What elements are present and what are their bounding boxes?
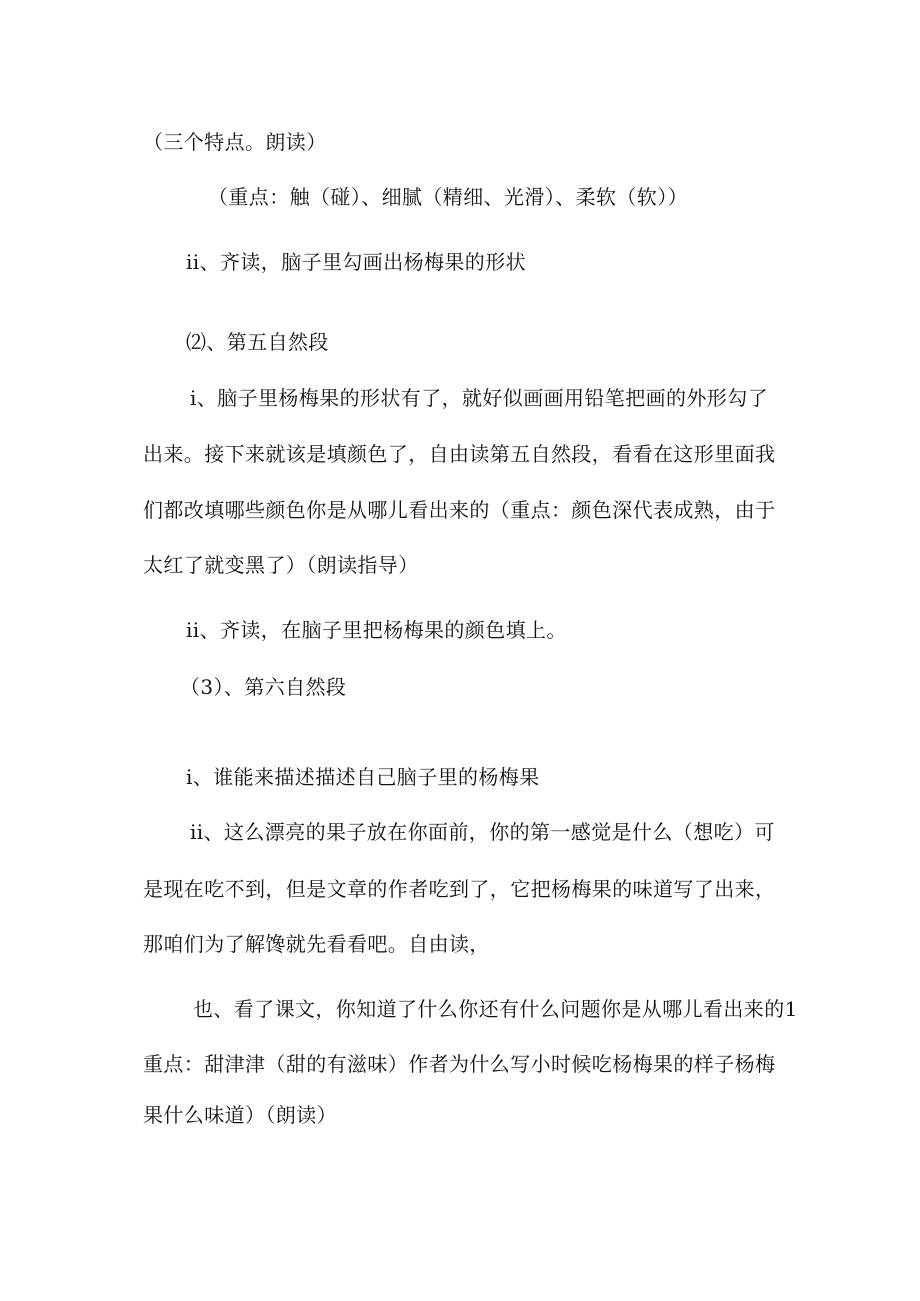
text-line: 们都改填哪些颜色你是从哪儿看出来的（重点：颜色深代表成熟，由于 bbox=[143, 498, 776, 522]
text-line: 太红了就变黑了）（朗读指导） bbox=[143, 553, 419, 577]
text-line: 那咱们为了解馋就先看看吧。自由读， bbox=[143, 932, 490, 956]
text-line: 也、看了课文，你知道了什么你还有什么问题你是从哪儿看出来的1 bbox=[193, 997, 798, 1021]
section-heading: ⑵、第五自然段 bbox=[186, 330, 329, 354]
section-heading: （3）、第六自然段 bbox=[180, 675, 347, 699]
text-line: i、谁能来描述描述自己脑子里的杨梅果 bbox=[186, 765, 540, 789]
text-line: 是现在吃不到，但是文章的作者吃到了，它把杨梅果的味道写了出来， bbox=[143, 877, 776, 901]
text-line: （重点：触（碰）、细腻（精细、光滑）、柔软（软）） bbox=[208, 185, 688, 209]
text-line: 果什么味道）（朗读） bbox=[143, 1103, 337, 1127]
text-line: ii、齐读，脑子里勾画出杨梅果的形状 bbox=[186, 250, 526, 274]
text-line: 重点：甜津津（甜的有滋味）作者为什么写小时候吃杨梅果的样子杨梅 bbox=[143, 1052, 776, 1076]
text-line: 出来。接下来就该是填颜色了，自由读第五自然段，看看在这形里面我 bbox=[143, 442, 776, 466]
text-line: （三个特点。朗读） bbox=[143, 130, 327, 154]
text-line: ii、这么漂亮的果子放在你面前，你的第一感觉是什么（想吃）可 bbox=[190, 820, 775, 844]
text-line: i、脑子里杨梅果的形状有了，就好似画画用铅笔把画的外形勾了 bbox=[190, 386, 768, 410]
text-line: ii、齐读，在脑子里把杨梅果的颜色填上。 bbox=[186, 618, 567, 642]
